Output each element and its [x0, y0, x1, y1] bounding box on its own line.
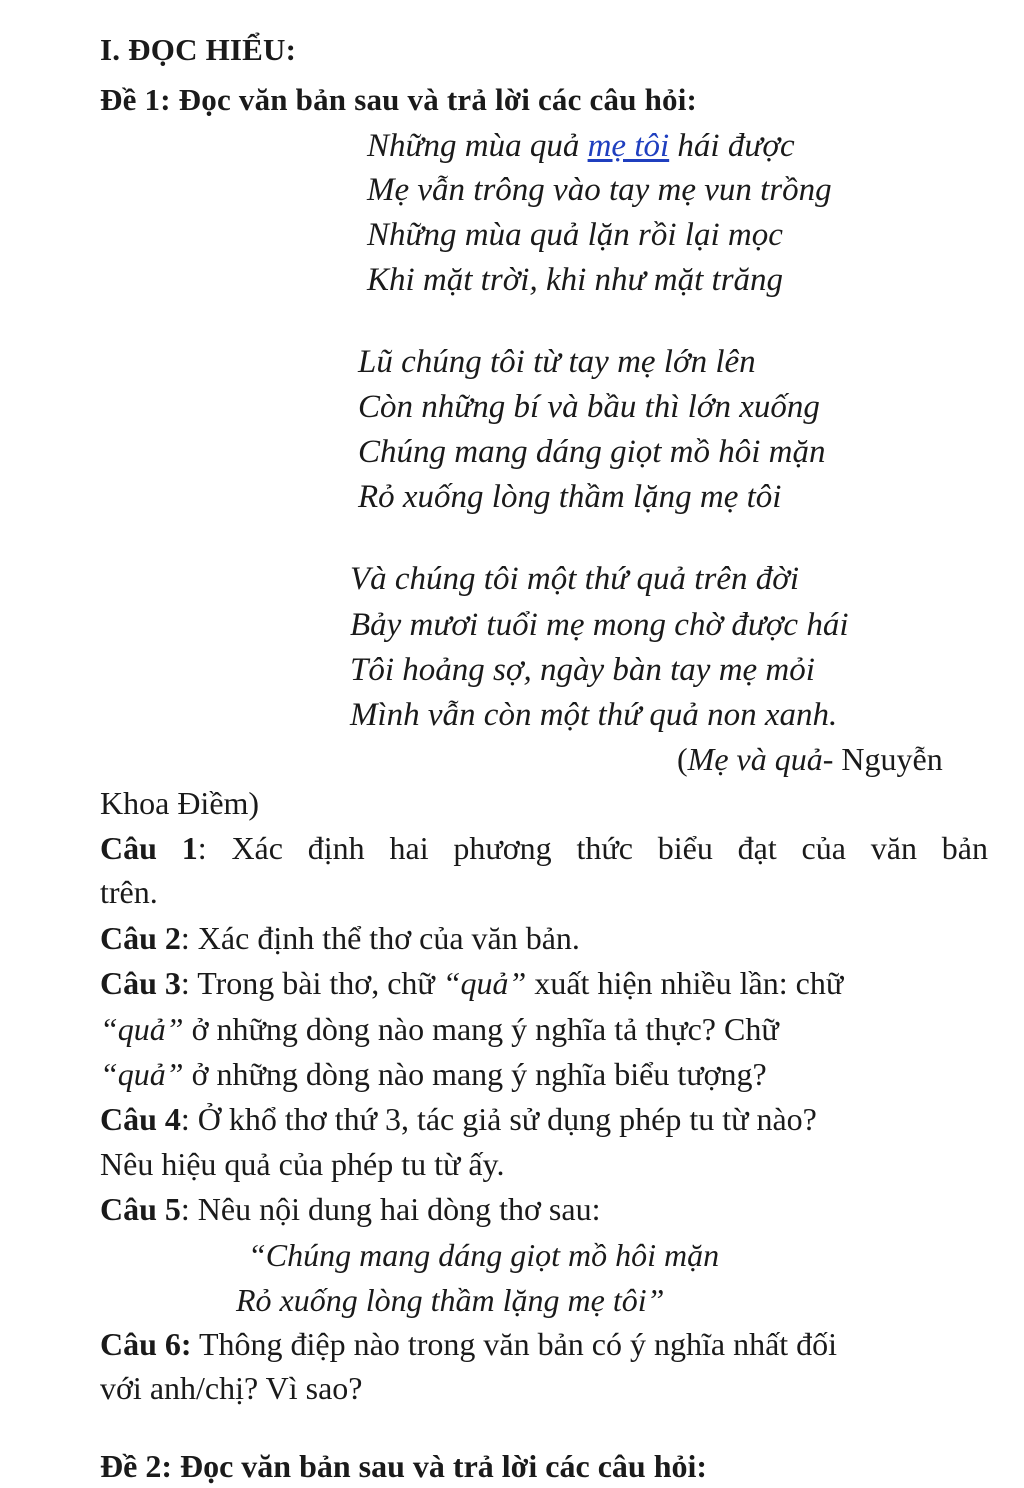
- question-text: : Nêu nội dung hai dòng thơ sau:: [180, 1191, 601, 1227]
- question-4-cont: Nêu hiệu quả của phép tu từ ấy.: [100, 1146, 505, 1182]
- quoted-word: “quả”: [100, 1011, 184, 1047]
- question-6: [100, 1322, 837, 1366]
- question-text: : Xác định thể thơ của văn bản.: [180, 920, 580, 956]
- question-6-cont: với anh/chị? Vì sao?: [100, 1370, 363, 1406]
- source-suffix: - Nguyễn: [822, 741, 943, 777]
- question-text: xuất hiện nhiều lần: chữ: [526, 965, 844, 1001]
- question-label: Câu 4: [100, 1101, 181, 1137]
- poem-source-author: Khoa Điềm): [100, 785, 260, 821]
- poem-line: Mình vẫn còn một thứ quả non xanh.: [350, 697, 838, 733]
- poem-line: Chúng mang dáng giọt mồ hôi mặn: [358, 434, 826, 470]
- question-3: [100, 961, 843, 1005]
- quoted-word: “quả”: [100, 1056, 184, 1092]
- poem-line: Bảy mươi tuổi mẹ mong chờ được hái: [350, 607, 849, 643]
- poem-text: Những mùa quả: [367, 128, 588, 164]
- quoted-word: “quả”: [442, 965, 527, 1001]
- question-label: Câu 2: [100, 920, 181, 956]
- poem-line: Tôi hoảng sợ, ngày bàn tay mẹ mỏi: [350, 652, 815, 688]
- section-heading: I. ĐỌC HIỂU:: [100, 32, 297, 67]
- poem-source: [677, 737, 943, 781]
- question-text: : Trong bài thơ, chữ: [180, 965, 443, 1001]
- question-text: ở những dòng nào mang ý nghĩa biểu tượng?: [183, 1056, 767, 1092]
- question-text: ở những dòng nào mang ý nghĩa tả thực? Chữ: [183, 1011, 779, 1047]
- poem-line: Mẹ vẫn trông vào tay mẹ vun trồng: [367, 172, 832, 208]
- poem-line: Lũ chúng tôi từ tay mẹ lớn lên: [358, 344, 756, 380]
- question-text: Thông điệp nào trong văn bản có ý nghĩa nhất đối: [191, 1326, 838, 1362]
- poem-line: Còn những bí và bầu thì lớn xuống: [358, 389, 820, 425]
- hyperlink-me-toi[interactable]: mẹ tôi: [587, 128, 670, 164]
- source-title: Mẹ và quả: [687, 741, 823, 777]
- poem-line: Khi mặt trời, khi như mặt trăng: [367, 262, 784, 298]
- task-heading: Đề 1: Đọc văn bản sau và trả lời các câu hỏi:: [100, 82, 698, 117]
- question-3-cont: [100, 1007, 779, 1051]
- poem-line: Những mùa quả lặn rồi lại mọc: [367, 217, 783, 253]
- quoted-poem-line: “Chúng mang dáng giọt mồ hôi mặn: [248, 1237, 720, 1273]
- question-text: : Xác định hai phương thức biểu đạt của văn bản: [197, 830, 989, 866]
- question-label: Câu 6:: [100, 1326, 192, 1362]
- question-label: Câu 3: [100, 965, 181, 1001]
- question-3-cont: [100, 1052, 767, 1096]
- poem-line: Rỏ xuống lòng thầm lặng mẹ tôi: [358, 479, 782, 515]
- source-prefix: (: [677, 741, 688, 777]
- next-heading-text: Đề 2: Đọc văn bản sau và trả lời các câu hỏi:: [100, 1448, 708, 1484]
- question-4: [100, 1097, 817, 1141]
- question-5: [100, 1187, 600, 1231]
- question-label: Câu 5: [100, 1191, 181, 1227]
- quoted-poem-line: Rỏ xuống lòng thầm lặng mẹ tôi”: [236, 1282, 665, 1318]
- question-2: [100, 916, 580, 960]
- poem-line: Và chúng tôi một thứ quả trên đời: [350, 561, 799, 597]
- question-1-cont: trên.: [100, 874, 158, 910]
- poem-line: [367, 124, 795, 168]
- poem-text: hái được: [669, 128, 795, 164]
- question-text: : Ở khổ thơ thứ 3, tác giả sử dụng phép tu từ nào?: [180, 1101, 817, 1137]
- question-1: [100, 826, 988, 870]
- question-label: Câu 1: [100, 830, 198, 866]
- next-heading-clipped: [100, 1444, 820, 1484]
